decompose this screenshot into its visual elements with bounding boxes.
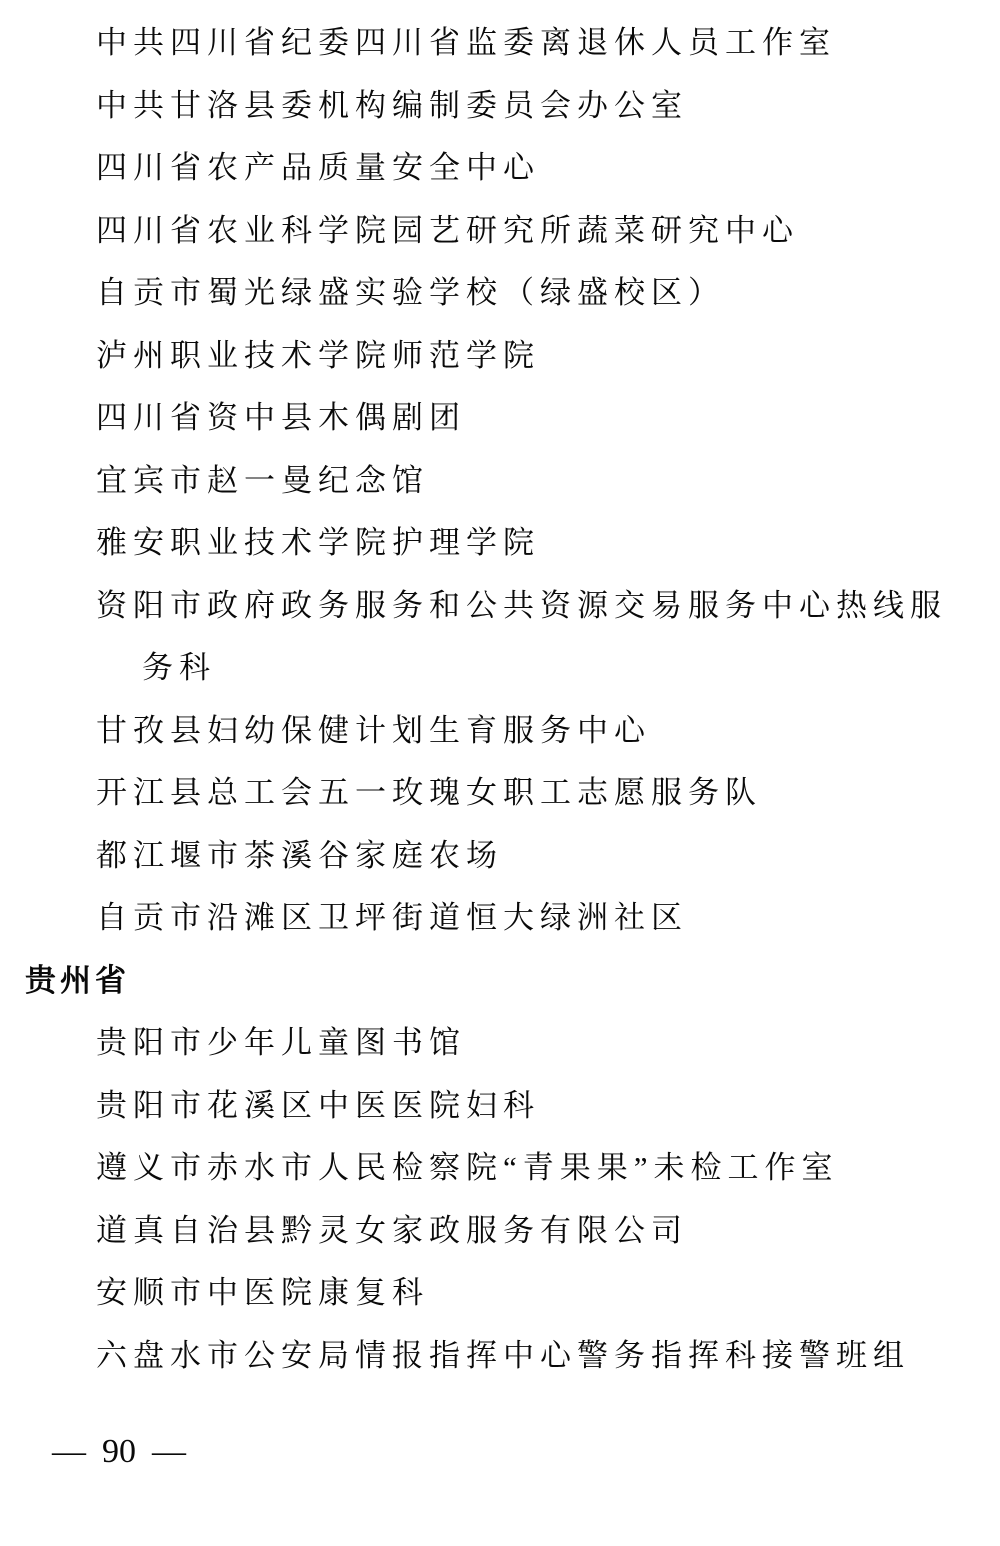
list-item: 贵阳市花溪区中医医院妇科 (96, 1087, 540, 1123)
list-item: 中共四川省纪委四川省监委离退休人员工作室 (96, 25, 836, 60)
list-item-wrap-line: 务科 (142, 650, 216, 685)
list-item: 安顺市中医院康复科 (96, 1275, 429, 1310)
list-item: 道真自治县黔灵女家政服务有限公司 (96, 1212, 688, 1248)
section-heading-guizhou: 贵州省 (25, 962, 130, 998)
list-item: 都江堰市茶溪谷家庭农场 (96, 837, 503, 873)
list-item: 自贡市蜀光绿盛实验学校（绿盛校区） (96, 275, 725, 310)
list-item: 甘孜县妇幼保健计划生育服务中心 (96, 712, 651, 748)
list-item: 开江县总工会五一玫瑰女职工志愿服务队 (96, 775, 762, 810)
footer-dash-right: — (152, 1433, 186, 1470)
list-item: 遵义市赤水市人民检察院“青果果”未检工作室 (96, 1150, 839, 1185)
list-item: 中共甘洛县委机构编制委员会办公室 (96, 87, 688, 123)
list-item: 贵阳市少年儿童图书馆 (96, 1025, 466, 1060)
org-name-list (0, 12, 1000, 1387)
list-item: 自贡市沿滩区卫坪街道恒大绿洲社区 (96, 900, 688, 935)
list-item: 宜宾市赵一曼纪念馆 (96, 462, 429, 498)
list-item: 四川省农产品质量安全中心 (96, 150, 540, 185)
page-footer (52, 1428, 186, 1476)
footer-dash-left: — (52, 1433, 86, 1470)
list-item: 四川省农业科学院园艺研究所蔬菜研究中心 (96, 212, 799, 248)
list-item: 雅安职业技术学院护理学院 (96, 525, 540, 560)
list-item: 六盘水市公安局情报指挥中心警务指挥科接警班组 (96, 1337, 910, 1373)
page-number: 90 (102, 1433, 136, 1470)
list-item: 泸州职业技术学院师范学院 (96, 337, 540, 373)
list-item: 资阳市政府政务服务和公共资源交易服务中心热线服 (96, 587, 947, 623)
list-item: 四川省资中县木偶剧团 (96, 400, 466, 435)
